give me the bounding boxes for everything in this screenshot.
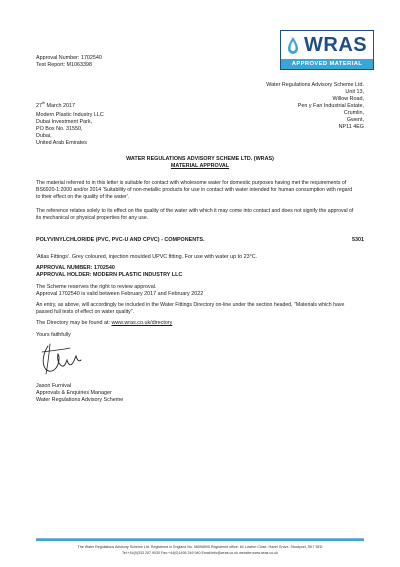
- product-description: 'Atlas Fittings'. Grey coloured, injection moulded UPVC fitting. For use with water up to 23°C.: [36, 254, 258, 260]
- logo-tagline: APPROVED MATERIAL: [281, 59, 373, 69]
- directory-entry-paragraph: An entry, as above, will accordingly be included in the Water Fittings Directory on-line under the section headed, "Materials which have passed full tests of effect on water quality".: [36, 302, 345, 315]
- letter-date: 27th March 2017: [36, 101, 75, 109]
- approval-number: Approval Number: 1702540: [36, 55, 102, 61]
- wras-logo: [280, 30, 374, 70]
- product-category: POLYVINYLCHLORIDE (PVC, PVC-U AND CPVC) - COMPONENTS.: [36, 237, 205, 243]
- recipient-address: Modern Plastic Industry LLC Dubai Investment Park, PO Box No. 31550, Dubai, United Arab Emirates: [36, 112, 104, 146]
- footer-accent-band: [36, 539, 364, 541]
- sender-address: Water Regulations Advisory Scheme Ltd. Unit 13, Willow Road, Pen y Fan Industrial Estate, Crumlin, Gwent, NP11 4EG: [266, 82, 364, 130]
- water-drop-icon: [286, 36, 300, 56]
- signatory-organisation: Water Regulations Advisory Scheme: [36, 397, 124, 403]
- validity-period: Approval 1702540 is valid between February 2017 and February 2022: [36, 291, 204, 297]
- approval-number-bold: APPROVAL NUMBER: 1702540: [36, 265, 115, 271]
- letter-title: WATER REGULATIONS ADVISORY SCHEME LTD. (WRAS): [126, 156, 274, 162]
- signature-icon: [36, 342, 86, 378]
- footer-registration: The Water Regulations Advisory Scheme Ltd. Registered in England No. 06598590 Registered office: 60 Lowton Close, Hazel Grove, Stockport, SK7 5ED: [77, 545, 323, 549]
- signatory-role: Approvals & Enquiries Manager: [36, 390, 112, 396]
- footer-contact: Tel:+44(0)333 207 9030 Fax:+44(0)1495 249 940 Email:info@wras.co.uk website:www.wras.co.uk: [121, 551, 279, 555]
- review-note: The Scheme reserves the right to review approval.: [36, 284, 157, 290]
- reference-paragraph: The reference relates solely to its effect on the quality of the water with which it may come into contact and does not signify the approval of its mechanical or physical properties for any use.: [36, 208, 354, 221]
- logo-wordmark: WRAS: [304, 34, 368, 56]
- directory-line: The Directory may be found at: www.wras.co.uk/directory: [36, 320, 173, 326]
- approval-holder: APPROVAL HOLDER: MODERN PLASTIC INDUSTRY LLC: [36, 272, 183, 278]
- test-report: Test Report: M1063398: [36, 62, 93, 68]
- signatory-name: Jason Furnival: [36, 383, 72, 389]
- suitability-paragraph: The material referred to in this letter is suitable for contact with wholesome water for domestic purposes having met the requirements of BS6920-1:2000 and/or 2014 'Suitability of non-metallic products for use in contact with water intended for human consumption with regard to their effect on the quality of the water'.: [36, 180, 353, 200]
- directory-link[interactable]: www.wras.co.uk/directory: [111, 320, 173, 326]
- closing-salutation: Yours faithfully: [36, 332, 71, 338]
- letter-subtitle: MATERIAL APPROVAL: [170, 163, 230, 169]
- product-code: 5301: [352, 237, 364, 243]
